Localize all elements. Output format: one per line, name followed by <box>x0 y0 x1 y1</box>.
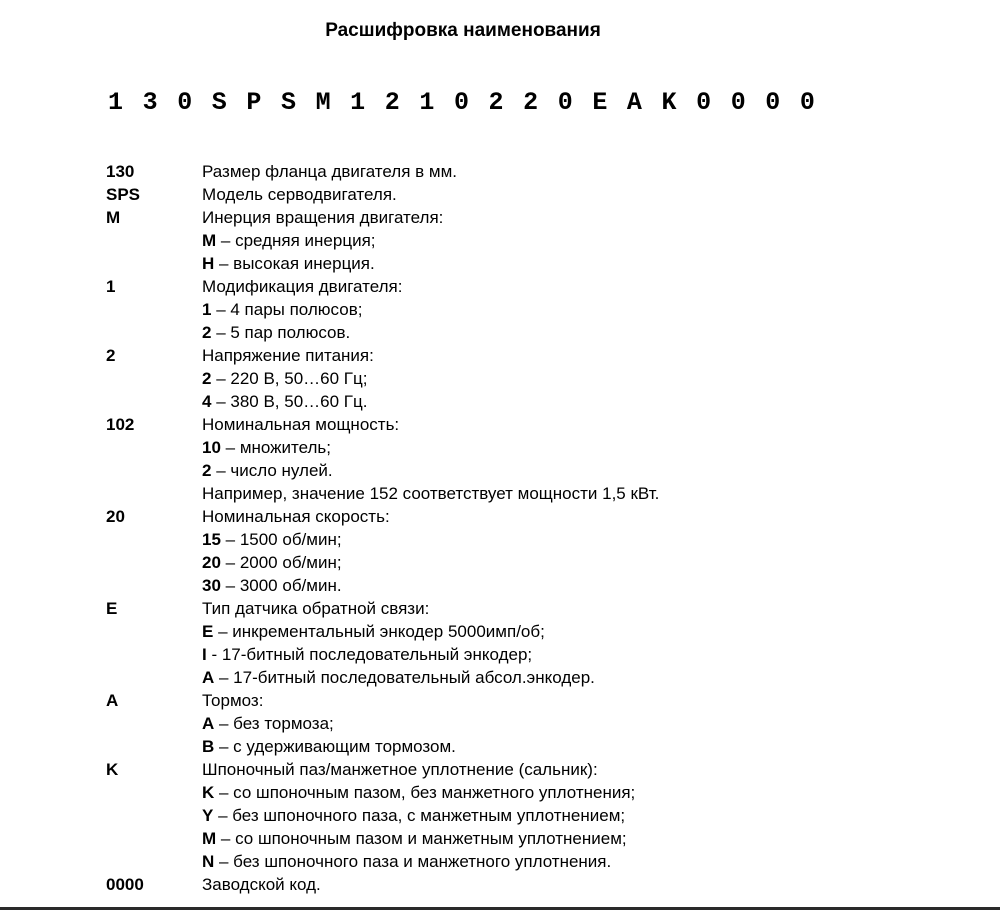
section-text <box>202 712 334 735</box>
section-text <box>202 298 362 321</box>
option-description: Номинальная мощность: <box>202 415 400 434</box>
option-code: M <box>202 231 217 250</box>
option-description: – без тормоза; <box>214 714 334 733</box>
section-text <box>202 160 457 183</box>
section-key: E <box>106 599 118 618</box>
option-description: Тип датчика обратной связи: <box>202 599 430 618</box>
option-description: Размер фланца двигателя в мм. <box>202 162 457 181</box>
code-char: 3 <box>142 88 158 117</box>
option-description: Например, значение 152 соответствует мощности 1,5 кВт. <box>202 484 660 503</box>
option-code: A <box>202 668 215 687</box>
code-char: 0 <box>730 88 746 117</box>
code-char: 2 <box>488 88 504 117</box>
option-description: – 5 пар полюсов. <box>211 323 351 342</box>
code-char: 1 <box>350 88 366 117</box>
option-code: B <box>202 737 215 756</box>
option-description: – высокая инерция. <box>214 254 375 273</box>
list-item <box>106 459 966 482</box>
list-item <box>106 275 966 298</box>
list-item <box>106 298 966 321</box>
option-description: Шпоночный паз/манжетное уплотнение (сальник): <box>202 760 598 779</box>
section-text <box>202 390 367 413</box>
code-char: 1 <box>419 88 435 117</box>
list-item <box>106 643 966 666</box>
section-text <box>202 413 399 436</box>
section-text <box>202 804 625 827</box>
section-text <box>202 505 390 528</box>
page-title: Расшифровка наименования <box>325 20 601 41</box>
section-text <box>202 551 342 574</box>
section-text <box>202 229 376 252</box>
option-description: – 380 В, 50…60 Гц. <box>211 392 368 411</box>
section-text <box>202 574 342 597</box>
section-text <box>202 528 342 551</box>
option-description: – инкрементальный энкодер 5000имп/об; <box>213 622 545 641</box>
list-item <box>106 367 966 390</box>
option-code: 20 <box>202 553 221 572</box>
option-description: – без шпоночного паза и манжетного уплотнения. <box>214 852 612 871</box>
option-code: Y <box>202 806 214 825</box>
code-char: 1 <box>108 88 124 117</box>
section-text <box>202 850 611 873</box>
option-description: Заводской код. <box>202 875 321 894</box>
section-text <box>202 459 333 482</box>
code-char: 0 <box>453 88 469 117</box>
option-code: M <box>202 829 217 848</box>
code-char: 2 <box>384 88 400 117</box>
section-text <box>202 252 375 275</box>
list-item <box>106 252 966 275</box>
code-char: 0 <box>557 88 573 117</box>
code-char: 0 <box>799 88 815 117</box>
section-text <box>202 643 532 666</box>
list-item <box>106 666 966 689</box>
code-char: K <box>661 88 677 117</box>
option-description: – с удерживающим тормозом. <box>214 737 456 756</box>
section-text <box>202 689 263 712</box>
option-code: 1 <box>202 300 212 319</box>
list-item <box>106 597 966 620</box>
option-description: Номинальная скорость: <box>202 507 390 526</box>
code-char: M <box>315 88 331 117</box>
code-char: 0 <box>696 88 712 117</box>
option-description: – множитель; <box>220 438 332 457</box>
option-code: H <box>202 254 215 273</box>
list-item <box>106 321 966 344</box>
section-key: SPS <box>106 185 141 204</box>
section-text <box>202 275 402 298</box>
section-text <box>202 597 429 620</box>
option-code: 4 <box>202 392 212 411</box>
model-code <box>108 88 834 117</box>
section-key: M <box>106 208 121 227</box>
option-code: 10 <box>202 438 221 457</box>
option-description: – число нулей. <box>211 461 333 480</box>
option-description: – 3000 об/мин. <box>220 576 342 595</box>
section-text <box>202 620 545 643</box>
option-description: – 220 В, 50…60 Гц; <box>211 369 368 388</box>
section-text <box>202 183 397 206</box>
option-description: – средняя инерция; <box>216 231 376 250</box>
list-item <box>106 390 966 413</box>
code-char: A <box>626 88 642 117</box>
list-item <box>106 735 966 758</box>
code-char: 0 <box>765 88 781 117</box>
list-item <box>106 827 966 850</box>
list-item <box>106 574 966 597</box>
option-code: A <box>202 714 215 733</box>
section-key: 130 <box>106 162 135 181</box>
section-text <box>202 827 627 850</box>
section-key: 0000 <box>106 875 144 894</box>
option-description: Тормоз: <box>202 691 264 710</box>
list-item <box>106 804 966 827</box>
section-key: K <box>106 760 119 779</box>
code-char: E <box>592 88 608 117</box>
section-text <box>202 758 598 781</box>
section-text <box>202 781 635 804</box>
section-text <box>202 482 659 505</box>
code-char: 0 <box>177 88 193 117</box>
section-key: 102 <box>106 415 135 434</box>
option-description: – 4 пары полюсов; <box>211 300 363 319</box>
list-item <box>106 528 966 551</box>
option-description: Напряжение питания: <box>202 346 374 365</box>
section-text <box>202 344 374 367</box>
option-description: – со шпоночным пазом и манжетным уплотнением; <box>216 829 627 848</box>
option-description: – 1500 об/мин; <box>220 530 342 549</box>
section-key: 2 <box>106 346 116 365</box>
section-key: 20 <box>106 507 125 526</box>
list-item <box>106 436 966 459</box>
option-description: Модификация двигателя: <box>202 277 403 296</box>
section-text <box>202 321 350 344</box>
option-code: E <box>202 622 214 641</box>
list-item <box>106 873 966 896</box>
list-item <box>106 160 966 183</box>
section-text <box>202 436 331 459</box>
list-item <box>106 712 966 735</box>
list-item <box>106 781 966 804</box>
list-item <box>106 413 966 436</box>
option-code: N <box>202 852 215 871</box>
option-description: – 17-битный последовательный абсол.энкодер. <box>214 668 595 687</box>
option-code: K <box>202 783 215 802</box>
code-char: 2 <box>523 88 539 117</box>
option-description: – со шпоночным пазом, без манжетного уплотнения; <box>214 783 636 802</box>
list-item <box>106 505 966 528</box>
list-item <box>106 689 966 712</box>
option-description: - 17-битный последовательный энкодер; <box>206 645 533 664</box>
section-key: A <box>106 691 119 710</box>
decoding-list <box>106 160 966 896</box>
option-description: – 2000 об/мин; <box>220 553 342 572</box>
list-item <box>106 620 966 643</box>
list-item <box>106 482 966 505</box>
list-item <box>106 206 966 229</box>
code-char: P <box>246 88 262 117</box>
list-item <box>106 551 966 574</box>
option-code: I <box>202 645 207 664</box>
section-text <box>202 735 456 758</box>
list-item <box>106 344 966 367</box>
section-text <box>202 873 321 896</box>
list-item <box>106 229 966 252</box>
section-key: 1 <box>106 277 116 296</box>
section-text <box>202 367 367 390</box>
option-code: 30 <box>202 576 221 595</box>
section-text <box>202 666 595 689</box>
option-description: Инерция вращения двигателя: <box>202 208 444 227</box>
list-item <box>106 850 966 873</box>
code-char: S <box>211 88 227 117</box>
option-description: – без шпоночного паза, с манжетным уплотнением; <box>213 806 626 825</box>
option-code: 2 <box>202 369 212 388</box>
option-code: 2 <box>202 323 212 342</box>
option-code: 15 <box>202 530 221 549</box>
code-char: S <box>280 88 296 117</box>
option-description: Модель серводвигателя. <box>202 185 397 204</box>
list-item <box>106 183 966 206</box>
list-item <box>106 758 966 781</box>
option-code: 2 <box>202 461 212 480</box>
section-text <box>202 206 443 229</box>
